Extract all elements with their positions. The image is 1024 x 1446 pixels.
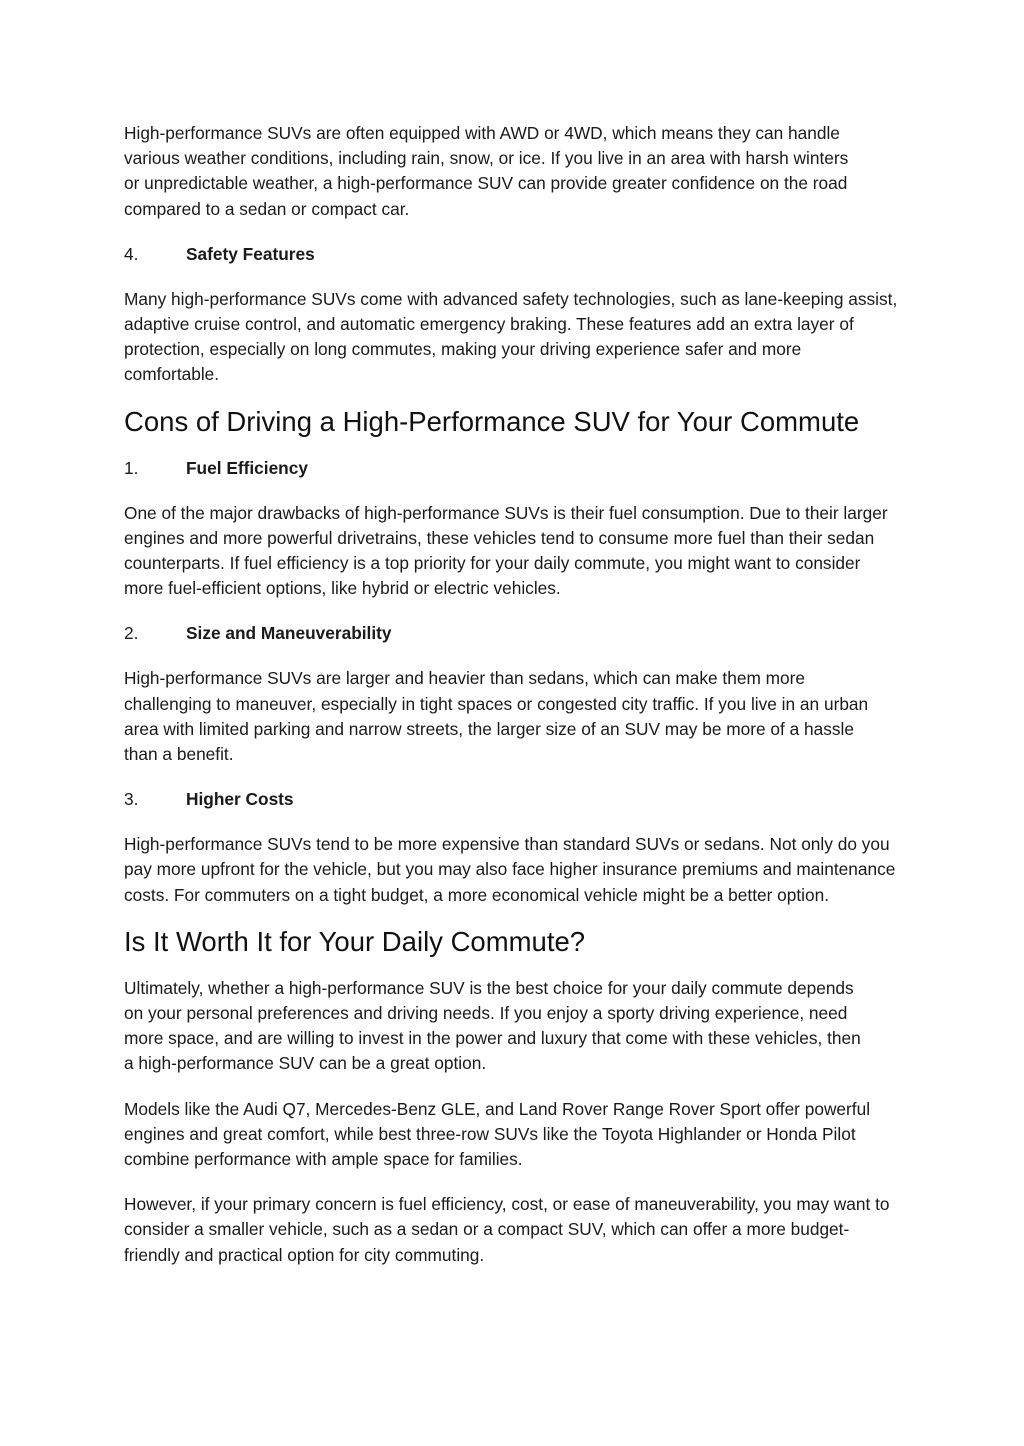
list-item-number: 2. bbox=[124, 623, 139, 644]
list-item-fuel-efficiency bbox=[124, 456, 914, 481]
document-page bbox=[124, 121, 914, 1268]
list-item-label: Size and Maneuverability bbox=[186, 623, 392, 644]
list-item-size-maneuverability bbox=[124, 621, 914, 646]
fuel-efficiency-paragraph: One of the major drawbacks of high-performance SUVs is their fuel consumption. Due to their larger engines and more powerful drivetrains, these vehicles tend to consume more fuel than their sedan counterparts. If fuel efficiency is a top priority for your daily commute, you might want to consider more fuel-efficient options, like hybrid or electric vehicles. bbox=[124, 502, 888, 599]
worth-paragraph-3: However, if your primary concern is fuel efficiency, cost, or ease of maneuverability, you may want to consider a smaller vehicle, such as a sedan or a compact SUV, which can offer a more budget-friendly and practical option for city commuting. bbox=[124, 1194, 890, 1265]
list-item-label: Higher Costs bbox=[186, 789, 294, 810]
list-item-higher-costs bbox=[124, 787, 914, 812]
cons-heading: Cons of Driving a High-Performance SUV for Your Commute bbox=[124, 405, 860, 437]
worth-paragraph-2: Models like the Audi Q7, Mercedes-Benz GLE, and Land Rover Range Rover Sport offer powerful engines and great comfort, while best three-row SUVs like the Toyota Highlander or Honda Pilot combine performance with ample space for families. bbox=[124, 1098, 871, 1170]
list-item-safety-features bbox=[124, 242, 914, 267]
list-item-number: 3. bbox=[124, 789, 139, 810]
worth-heading: Is It Worth It for Your Daily Commute? bbox=[124, 925, 586, 957]
higher-costs-paragraph: High-performance SUVs tend to be more expensive than standard SUVs or sedans. Not only do you pay more upfront for the vehicle, but you may also face higher insurance premiums and maintenance costs. For commuters on a tight budget, a more economical vehicle might be a better option. bbox=[124, 834, 896, 905]
safety-features-paragraph: Many high-performance SUVs come with advanced safety technologies, such as lane-keeping assist, adaptive cruise control, and automatic emergency braking. These features add an extra layer of protection, especially on long commutes, making your driving experience safer and more comfortable. bbox=[124, 288, 898, 385]
list-item-number: 1. bbox=[124, 457, 139, 478]
intro-paragraph: High-performance SUVs are often equipped with AWD or 4WD, which means they can handle various weather conditions, including rain, snow, or ice. If you live in an area with harsh winters or unpredictable weather, a high-performance SUV can provide greater confidence on the road compared to a sedan or compact car. bbox=[124, 123, 849, 219]
list-item-label: Fuel Efficiency bbox=[186, 457, 308, 478]
size-maneuverability-paragraph: High-performance SUVs are larger and heavier than sedans, which can make them more challenging to maneuver, especially in tight spaces or congested city traffic. If you live in an urban area with limited parking and narrow streets, the larger size of an SUV may be more of a hassle than a benefit. bbox=[124, 668, 869, 765]
list-item-label: Safety Features bbox=[186, 243, 315, 264]
list-item-number: 4. bbox=[124, 243, 139, 264]
worth-paragraph-1: Ultimately, whether a high-performance SUV is the best choice for your daily commute depends on your personal preferences and driving needs. If you enjoy a sporty driving experience, need more space, and are willing to invest in the power and luxury that come with these vehicles, then a high-performance SUV can be a great option. bbox=[124, 977, 861, 1074]
